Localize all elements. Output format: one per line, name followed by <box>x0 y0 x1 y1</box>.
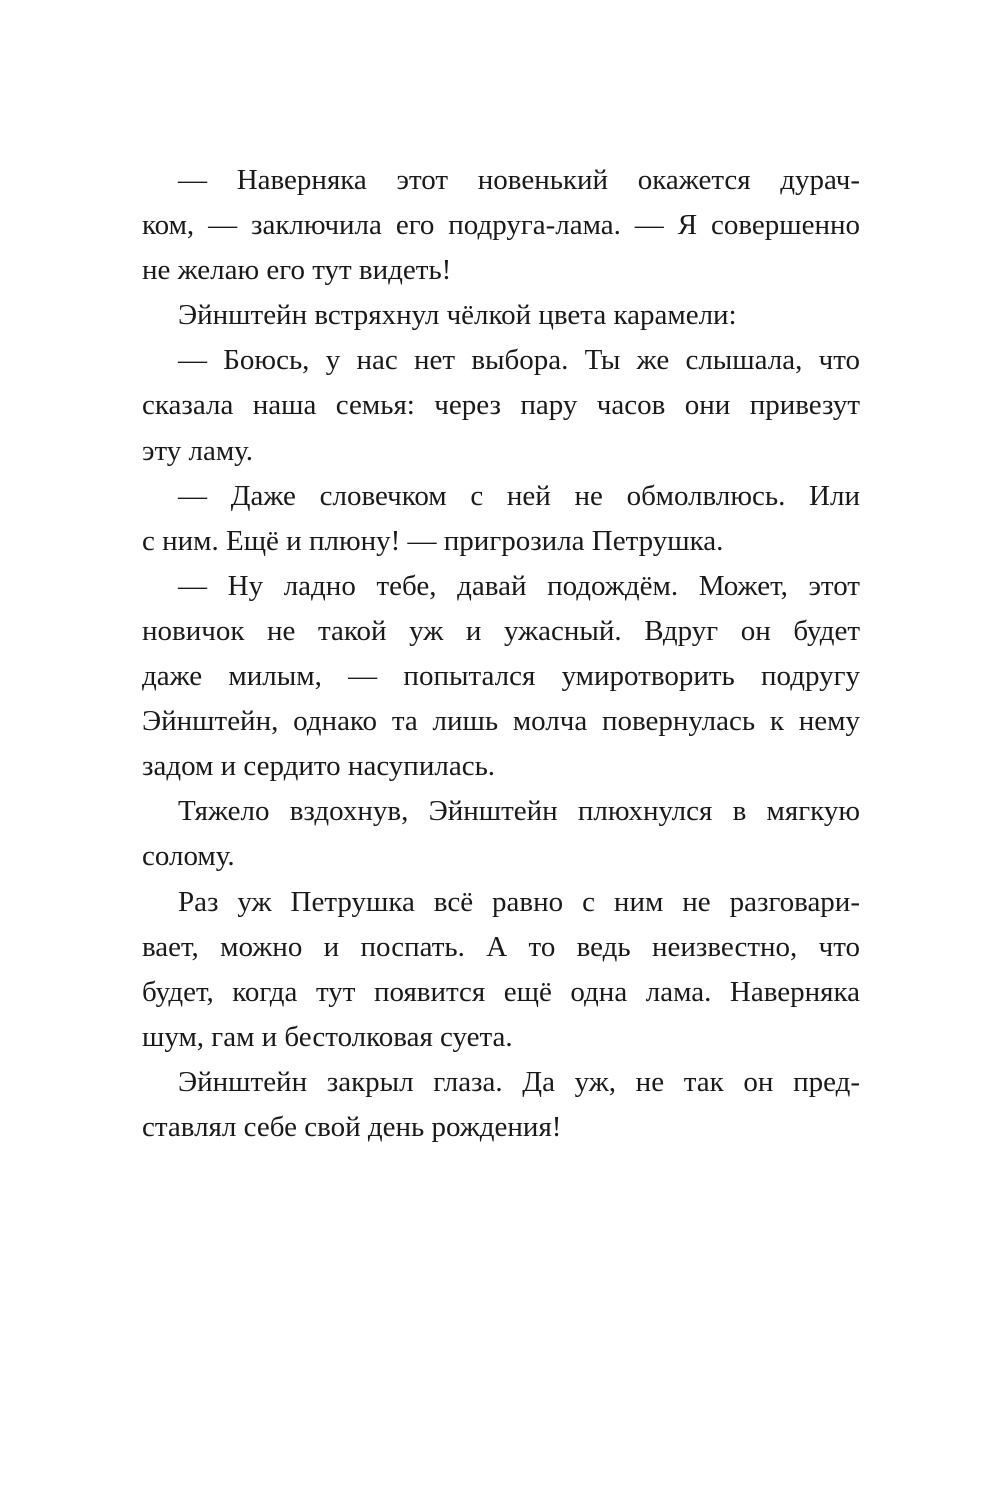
text-line: эту ламу. <box>142 434 254 467</box>
text-line: Тяжело вздохнув, Эйнштейн плюхнулся в мягкую <box>178 795 860 828</box>
text-line: шум, гам и бестолковая суета. <box>142 1020 513 1053</box>
paragraph <box>142 474 860 564</box>
paragraph <box>142 789 860 879</box>
paragraph <box>142 564 860 789</box>
paragraph <box>142 158 860 293</box>
paragraph <box>142 880 860 1060</box>
text-line: ставлял себе свой день рождения! <box>142 1110 562 1143</box>
text-line: — Боюсь, у нас нет выбора. Ты же слышала, что <box>178 344 860 377</box>
text-line: с ним. Ещё и плюну! — пригрозила Петрушка. <box>142 524 724 557</box>
text-line: — Наверняка этот новенький окажется дурач- <box>178 164 860 196</box>
text-line: Эйнштейн, однако та лишь молча повернулась к нему <box>142 705 860 738</box>
text-line: задом и сердито насупилась. <box>142 750 496 783</box>
text-line: солому. <box>142 840 235 873</box>
text-line: даже милым, — попытался умиротворить подругу <box>142 660 860 693</box>
paragraph <box>142 338 860 473</box>
text-line: — Ну ладно тебе, давай подождём. Может, этот <box>178 569 860 602</box>
text-line: Эйнштейн закрыл глаза. Да уж, не так он пред- <box>178 1065 860 1098</box>
text-line: вает, можно и поспать. А то ведь неизвестно, что <box>142 930 860 963</box>
text-line: Эйнштейн встряхнул чёлкой цвета карамели: <box>178 299 737 332</box>
paragraph <box>142 1060 860 1150</box>
text-line: сказала наша семья: через пару часов они привезут <box>142 389 860 422</box>
text-line: Раз уж Петрушка всё равно с ним не разговари- <box>178 885 860 918</box>
text-line: ком, — заключила его подруга-лама. — Я совершенно <box>142 209 860 242</box>
text-line: будет, когда тут появится ещё одна лама. Наверняка <box>142 975 860 1008</box>
body-text <box>142 158 860 1150</box>
paragraph <box>142 293 860 338</box>
text-line: — Даже словечком с ней не обмолвлюсь. Или <box>178 479 860 512</box>
text-line: новичок не такой уж и ужасный. Вдруг он будет <box>142 614 860 647</box>
text-line: не желаю его тут видеть! <box>142 254 452 287</box>
